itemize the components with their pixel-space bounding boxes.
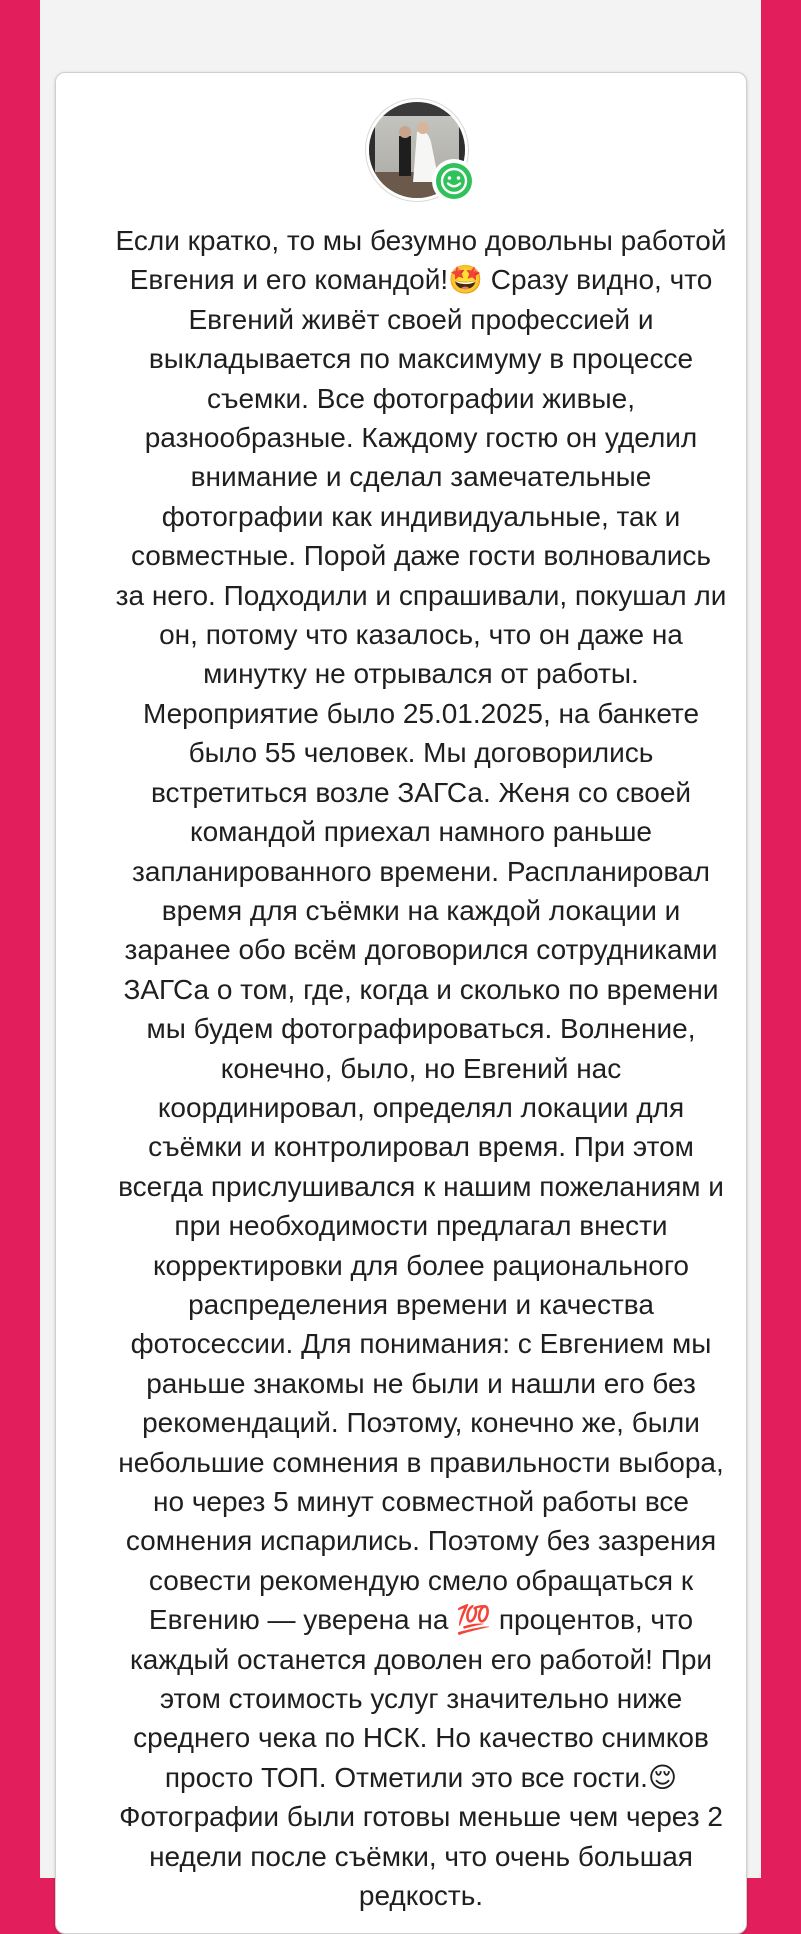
page-background [40,0,761,1912]
review-card [55,72,747,1934]
smiley-face-icon [434,161,474,201]
verified-badge [432,159,476,203]
review-text: Если кратко, то мы безумно довольны работой Евгения и его командой!🤩 Сразу видно, что Евгений живёт своей профессией и выкладывается по максимуму в процессе съемки. Все фотографии живые, разнообразные. Каждому гостю он уделил внимание и сделал замечательные фотографии как индивидуальные, так и совместные. Порой даже гости волновались за него. Подходили и спрашивали, покушал ли он, потому что казалось, что он даже на минутку не отрывался от работы. Мероприятие было 25.01.2025, на банкете было 55 человек. Мы договорились встретиться возле ЗАГСа. Женя со своей командой приехал намного раньше запланированного времени. Распланировал время для съёмки на каждой локации и заранее обо всём договорился сотрудниками ЗАГСа о том, где, когда и сколько по времени мы будем фотографироваться. Волнение, конечно, было, но Евгений нас координировал, определял локации для съёмки и контролировал время. При этом всегда прислушивался к нашим пожеланиям и при необходимости предлагал внести корректировки для более рационального распределения времени и качества фотосессии. Для понимания: с Евгением мы раньше знакомы не были и нашли его без рекомендаций. Поэтому, конечно же, были небольшие сомнения в правильности выбора, но через 5 минут совместной работы все сомнения испарились. Поэтому без зазрения совести рекомендую смело обращаться к Евгению — уверена на 💯 процентов, что каждый останется доволен его работой! При этом стоимость услуг значительно ниже среднего чека по НСК. Но качество снимков просто ТОП. Отметили это все гости.😌 Фотографии были готовы меньше чем через 2 недели после съёмки, что очень большая редкость. [115,225,727,1912]
reviewer-avatar-group[interactable] [366,99,470,203]
